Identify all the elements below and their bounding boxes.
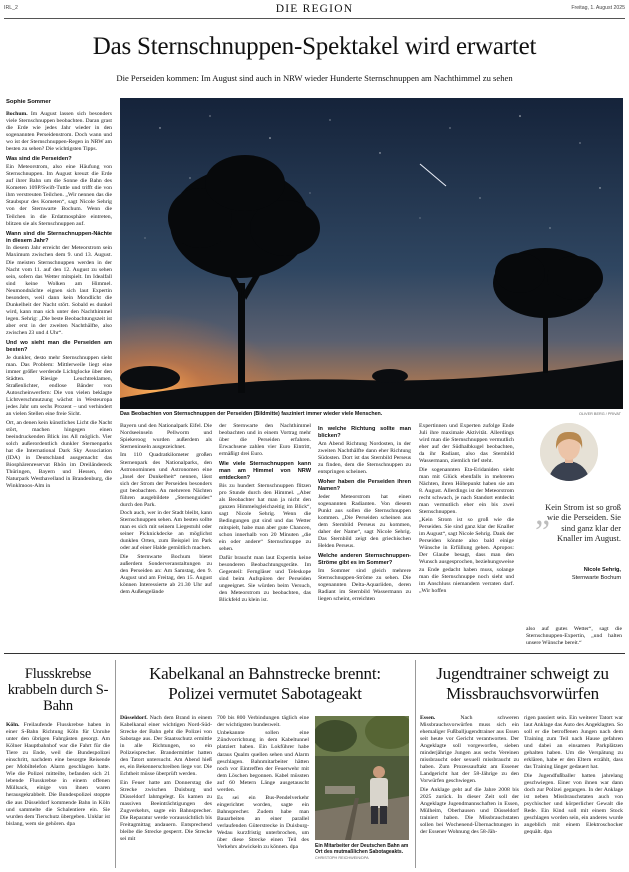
main-subhead: Die Perseiden kommen: Im August sind auch in NRW wieder Hunderte Sternschnuppen am Nachthimmel zu sehen (116, 73, 513, 83)
body-paragraph (217, 730, 309, 793)
paragraph-text: Die Anklage geht auf die Jahre 2008 bis 2025 zurück. In dieser Zeit soll der Angeklagte Jugendmannschaften in Essen, Mülheim, Oberhausen und Düsseldorf trainiert haben. Die Missbrauchstaten sollen bei Wochenend-Übernachtungen in der Essener Wohnung des 58-Jäh- (420, 786, 519, 836)
kabel-photo-credit: CHRISTOPH REICHWEIN/DPA (315, 856, 369, 860)
question-subhead (6, 231, 112, 245)
paragraph-text: Und wo sieht man die Perseiden am besten? (6, 340, 112, 353)
paragraph-text: Im 110 Quadratkilometer großen Sternenpark des Nationalparks, den Astronominnen und Astronomen eine „Insel der Dunkelheit“ nennen, lässt sich der Strom der Perseiden besonders gut beobachten. An mehreren Nächten führen ausgebildete „Sternenguides“ durch den Park. (120, 452, 212, 508)
section-divider (4, 653, 625, 654)
body-paragraph (6, 722, 110, 828)
paragraph-text: Nach dem Brand in einem Kabelkanal einer wichtigen Nord-Süd-Strecke der Bahn geht die Polizei von Sabotage aus. Der Staatsschutz ermittle in alle Richtungen, so ein Polizeisprecher. Brandermittler hatten den Tatort untersucht. Am Abend hieß es, ein Bekennerschreiben liege vor. Die Echtheit müsse überprüft werden. (120, 715, 212, 778)
paragraph-text: Die sogenannten Eta-Eridaniden sieht man mit Glück ebenfalls in mehreren Nächten, ihren Höhepunkt haben sie am 8. August. Allerdings ist der Meteorstrom recht schwach, je nach Standort entdeckt man vermutlich eher ein bis zwei Sternschnuppen. (419, 466, 514, 515)
body-paragraph (219, 423, 311, 458)
jugend-headline-line-2: Missbrauchsvorwürfen (446, 684, 599, 703)
paragraph-text: Die Sternwarte Bochum bietet außerdem Sonderveranstaltungen zu den Perseiden an: Am Samstag, den 9. August und am Freitag, den 15. August können Interessierte ab 21.30 Uhr auf dem Außengelände (120, 553, 212, 595)
question-subhead (6, 340, 112, 354)
section-title: DIE REGION (275, 3, 354, 15)
railway-worker-image (315, 716, 409, 840)
body-paragraph (419, 423, 514, 465)
question-subhead (219, 461, 311, 482)
paragraph-text: Im Sommer sind gleich mehrere Sternschnuppen-Ströme zu sehen. Die sogenannten Delta-Aquariiden, deren Radiant im Sternbild Wassermann zu liegen scheint, erreichten (318, 568, 411, 603)
paragraph-text: Doch auch, wer in der Stadt bleibt, kann Sternschnuppen sehen. Am besten sollte man es sich mit seinem Liegestuhl oder seiner Picknickdecke an möglichst dunklen Orten, zum Beispiel im Park oder auf einer Halde gemütlich machen. (120, 510, 212, 552)
body-paragraph (6, 111, 112, 153)
kabel-column-2 (217, 715, 309, 868)
kabel-headline-line-2: Polizei vermutet Sabotageakt (168, 684, 362, 703)
quote-mark-icon: „ (535, 495, 551, 532)
paragraph-text: Nach schweren Missbrauchsvorwürfen muss sich ein ehemaliger Fußballjugendtrainer aus Essen seit heute vor Gericht verantworten. Der Angeklagte soll vorgeworfen, sieben minderjährige Jungen aus sechs Vereinen missbraucht oder sexuell missbraucht zu haben. Zum Prozessauftakt am Essener Landgericht hat der 58-Jährige zu den Vorwürfen geschwiegen. (420, 715, 519, 785)
body-paragraph (120, 554, 212, 596)
body-paragraph (420, 787, 519, 836)
paragraph-text: In welche Richtung sollte man blicken? (318, 426, 411, 439)
paragraph-text: Jeder Meteorstrom hat einen sogenannten Radianten. Von diesem Punkt aus sollen die Sternschnuppen kommen. „Die Perseiden scheinen aus dem Sternbild Perseus zu kommen, daher der Name“, sagt Nicole Sehrig. Das Sternbild zeigt den griechischen Helden Perseus. (318, 493, 411, 550)
main-photo (120, 98, 623, 409)
expert-portrait (540, 423, 598, 481)
body-paragraph (524, 773, 623, 836)
paragraph-text: Ein Meteorstrom, also eine Häufung von Sternschnuppen. Im August kreuzt die Erde auf ihrer Bahn um die Sonne die Bahn des Kometen 109P/Swift-Tuttle und trifft die von ihm verstreuten Teilchen. „Wir nennen das die Staubspur des Kometen“, sagt Nicole Sehrig von der Sternwarte Bochum. Wenn die Teilchen in die Erdatmosphäre eintreten, blitzen sie als Sternschnuppen auf. (6, 164, 112, 227)
body-paragraph (419, 467, 514, 516)
body-paragraph (524, 715, 623, 771)
paragraph-text: Bayern und den Nationalpark Eifel. Die Nordseeinseln Pellworm und Spiekeroog wurden außerdem als Sterneninseln ausgezeichnet. (120, 423, 212, 451)
paragraph-text: Am Abend Richtung Nordosten, in der zweiten Nachthälfte dann eher Richtung Südosten. Dort ist das Sternbild Perseus zu finden, dem die Sternschnuppen zu entspringen scheinen. (318, 440, 411, 475)
main-column-1 (6, 111, 112, 648)
main-photo-credit: OLIVER BERG / PRIVAT (578, 412, 621, 416)
quote-role: Sternwarte Bochum (571, 575, 621, 581)
paragraph-text: Expertinnen und Experten zufolge Ende Juli ihre maximale Aktivität. Allerdings wird man die Sternschnuppen vermutlich eher auf der Südhalbkugel beobachten, da ihr Radiant, also das Sternbild Wassermann, ziemlich tief steht. (419, 423, 514, 465)
author: Sophie Sommer (6, 99, 51, 105)
paragraph-text: Bis zu hundert Sternschnuppen flitzen pro Stunde durch den Himmel. „Aber als Beobachter hat man ja nicht den ganzen Himmelsgleichzeitig im Blick“, sagt Nicole Sehrig. Wenn die Bedingungen gut sind und das Wetter mitspielt, habe man aber gute Chancen, schon innerhalb von 20 Minuten „die ein oder andere“ Sternschnuppe zu sehen. (219, 482, 311, 553)
body-paragraph (219, 555, 311, 604)
perseids-night-sky-image (120, 98, 623, 409)
body-paragraph (6, 355, 112, 418)
main-column-6-end: also auf gutes Wetter“, sagt die Sternschnuppen-Expertin, „und halten unsere Wünsche bereit.“ (526, 626, 622, 647)
krebse-divider (115, 660, 116, 868)
body-paragraph (120, 452, 212, 508)
jugend-divider (415, 660, 416, 868)
page-code: IRL_2 (4, 5, 18, 11)
krebse-headline: Flusskrebse krabbeln durch S-Bahn (7, 666, 109, 714)
paragraph-text: Woher haben die Perseiden ihren Namen? (318, 479, 411, 492)
main-column-5 (419, 423, 514, 648)
paragraph-text: rigen passiert sein. Ein weiterer Tatort war laut Anklage das Auto des Angeklagten. So soll er die betroffenen Jungen nach dem Training zum Teil nach Hause gefahren und dabei an einsamen Parkplätzen gehalten haben. Um die Verspätung zu erklären, habe er den Eltern erzählt, dass das Training länger gedauert hat. (524, 715, 623, 771)
dateline: Bochum. (6, 111, 28, 117)
body-paragraph (420, 715, 519, 785)
body-paragraph (219, 483, 311, 553)
header-rule (4, 18, 625, 19)
paragraph-text: Dafür braucht man laut Expertin keine besonderen Beobachtungsgeräte. Im Gegenteil: Ferngläser und Teleskope sind beim Aufspüren der Perseiden ungeeignet. Sie würden beim Versuch, den Meteorstrom zu beobachten, das Blickfeld zu klein ist. (219, 554, 311, 603)
body-paragraph (217, 795, 309, 851)
question-subhead (318, 426, 411, 440)
body-paragraph (6, 164, 112, 227)
jugend-headline-line-1: Jugendtrainer schweigt zu (436, 664, 609, 683)
body-paragraph (318, 494, 411, 550)
body-paragraph (120, 715, 212, 778)
dateline: Köln. (6, 722, 20, 728)
paragraph-text: Ein Feuer hatte am Donnerstag die Strecke zwischen Duisburg und Düsseldorf lahmgelegt. Es kamen zu massiven Beeinträchtigungen des Zugverkehrs, sagte ein Bahnsprecher. Die Reparatur werde voraussichtlich bis Freitagmittag andauern. Entsprechend bleibe die Strecke gesperrt. Die Strecke sei mit (120, 779, 212, 843)
paragraph-text: Je dunkler, desto mehr Sternschnuppen sieht man. Das Problem: Mittlerweile liegt eine immer größer werdende Lichtglocke über den Städten. Riesige Leuchtreklamen, Straßenlichter, endlose Bänder von Autoscheinwerfern: Die von vielen beklagte Lichtverschmutzung wächst in Westeuropa jedes Jahr um sechs Prozent – und verhindert an vielen Stellen eine freie Sicht. (6, 354, 112, 418)
main-column-3 (219, 423, 311, 648)
kabel-column-1 (120, 715, 212, 868)
kabel-photo-caption (315, 843, 410, 861)
paragraph-text: der Sternwarte den Nachthimmel beobachten und in einem Vortrag mehr über die Perseiden erfahren. Erwachsene zahlen vier Euro Eintritt, ermäßigt drei Euro. (219, 423, 311, 458)
paragraph-text: Welche anderen Sternschnuppen-Ströme gibt es im Sommer? (318, 553, 411, 567)
paragraph-text: 700 bis 800 Verbindungen täglich eine der wichtigsten bundesweit. (217, 715, 309, 729)
paragraph-text: Unbekannte sollen eine Zündvorrichtung in dem Kabeltunnel platziert haben. Ein Lokführer habe daraus Qualm quellen sehen und Alarm geschlagen. Bahnmitarbeiter hätten noch vor Eintreffen der Feuerwehr mit dem Löschen begonnen. Kabel müssten auf 60 Metern Länge ausgetauscht werden. (217, 730, 309, 793)
body-paragraph (6, 420, 112, 490)
main-column-4 (318, 423, 411, 648)
paragraph-text: Im August lassen sich besonders viele Sternschnuppen beobachten. Daran grast die Erde wie jedes Jahr wieder in den sogenannten Perseidenstrom. Doch wann und wo ist der Sternschnuppen-Regen in NRW am besten zu sehen? Die wichtigsten Tipps. (6, 111, 112, 153)
kabel-caption-text: Ein Mitarbeiter der Deutschen Bahn am Ort des mutmaßlichen Sabotageakts. (315, 843, 409, 855)
paragraph-text: Freilaufende Flusskrebse haben in einer S-Bahn Richtung Köln für Unruhe unter den übrigen Fahrgästen gesorgt. Am Kölner Hauptbahnhof war die Fahrt für die Tiere zu Ende, weil die Bundespolizei einschritt, nachdem eine besorgte Reisende per Mobiltelefon Alarm geschlagen hatte. Wie die Polizei mitteilte, befanden sich 21 lebende Flusskrebse in einem offenen Müllsack, einige von ihnen waren herausgekrabbelt. Die Bundespolizei stoppte die aus Düsseldorf kommende Bahn in Köln und sammelte die Schalentiere ein. Sie wurden dem Tierschutz übergeben. Unklar ist bislang, wem sie gehören. dpa (6, 722, 110, 827)
paragraph-text: In diesem Jahr erreicht der Meteorstrom sein Maximum zwischen dem 9. und 13. August. Die meisten Sternschnuppen werden in der Nacht vom 11. auf den 12. August zu sehen sein, sofern das Wetter mitspielt. Im Idealfall sind keine Wolken am Himmel. Neumondnächte eignen sich laut Expertin besonders, weil dann kein Mondlicht die Dunkelheit der Nacht stört. Sobald es dunkel wird, kann man sich unter den Nachthimmel legen. Sehrig: „Die beste Beobachtungszeit ist aber erst in der zweiten Nachthälfte, also zwischen 23 und 4 Uhr“. (6, 245, 112, 336)
kabel-headline-line-1: Kabelkanal an Bahnstrecke brennt: (149, 664, 381, 683)
question-subhead (6, 156, 112, 163)
paragraph-text: Ort, an denen kein künstliches Licht die Nacht stört, machen hingegen einen beeindruckenden Blick ins All möglich. Vier solch außerordentlich dunkler Sternenparks hat die International Dark Sky Association (IDA) in Deutschland ausgemacht: das Biosphärenreservat Rhön im Dreiländereck Thüringen, Bayern und Hessen, den Naturpark Westhavelland in Brandenburg, die Winklmoos-Alm in (6, 419, 112, 489)
paragraph-text: Was sind die Perseiden? (6, 156, 72, 163)
body-paragraph (318, 568, 411, 603)
portrait-image (540, 423, 598, 481)
body-paragraph (6, 245, 112, 337)
question-subhead (318, 553, 411, 567)
paragraph-text: Wann sind die Sternschnuppen-Nächte in diesem Jahr? (6, 230, 112, 244)
paragraph-text: Es sei ein Bus-Pendelverkehr eingerichtet worden, sagte ein Bahnsprecher. Zudem habe man Bauarbeiten an einer parallel verlaufenden Güterstrecke in Duisburg-Wedau kurzfristig unterbrochen, um über diese Strecke einen Teil des Verkehrs abwickeln zu können. dpa (217, 795, 309, 851)
dateline: Düsseldorf. (120, 715, 148, 721)
jugend-column-1 (420, 715, 519, 868)
page-date: Freitag, 1. August 2025 (571, 5, 625, 11)
body-paragraph (120, 423, 212, 451)
body-paragraph (419, 517, 514, 595)
quote-name: Nicole Sehrig, (583, 567, 621, 573)
main-photo-caption: Das Beobachten von Sternschnuppen der Perseiden (Bildmitte) fasziniert immer wieder viele Menschen. (120, 411, 383, 417)
body-paragraph (120, 780, 212, 843)
paragraph-text: Wie viele Sternschnuppen kann man am Himmel von NRW entdecken? (219, 461, 311, 482)
paragraph-text: Die Jugendfußballer hatten jahrelang geschwiegen. Einer von ihnen war dann doch zur Polizei gegangen. In der Anklage ist neben Missbrauchstaten auch von psychischer und körperlicher Gewalt die Rede. Ein Kind soll mit einem Stock geschlagen worden sein, ein anderes wurde angeblich mit einem Elektroschocker gequält. dpa (524, 772, 623, 836)
pull-quote: Kein Strom ist so groß wie die Perseiden. Sie sind ganz klar der Knaller im August. (545, 503, 621, 543)
paragraph-text: „Kein Strom ist so groß wie die Perseiden. Sie sind ganz klar der Knaller im August“, sagt Nicole Sehrig. Dank der Perseiden könnte also bald einige Wünsche in Erfüllung gehen. Apropos: Der Glaube besagt, dass man den Wunsch ausgesprochen, beziehungsweise zu Ende gedacht haben muss, solange man die Sternschnuppe noch sieht und im Anschluss niemandem verraten darf. „Wir hoffen (419, 517, 514, 594)
jugend-column-2 (524, 715, 623, 868)
kabel-photo (315, 716, 409, 840)
body-paragraph (217, 715, 309, 729)
body-paragraph (318, 441, 411, 476)
question-subhead (318, 479, 411, 493)
dateline: Essen. (420, 715, 436, 721)
krebse-body (6, 722, 110, 868)
main-column-2 (120, 423, 212, 648)
body-paragraph (120, 510, 212, 552)
main-headline: Das Sternschnuppen-Spektakel wird erwartet (92, 33, 537, 60)
